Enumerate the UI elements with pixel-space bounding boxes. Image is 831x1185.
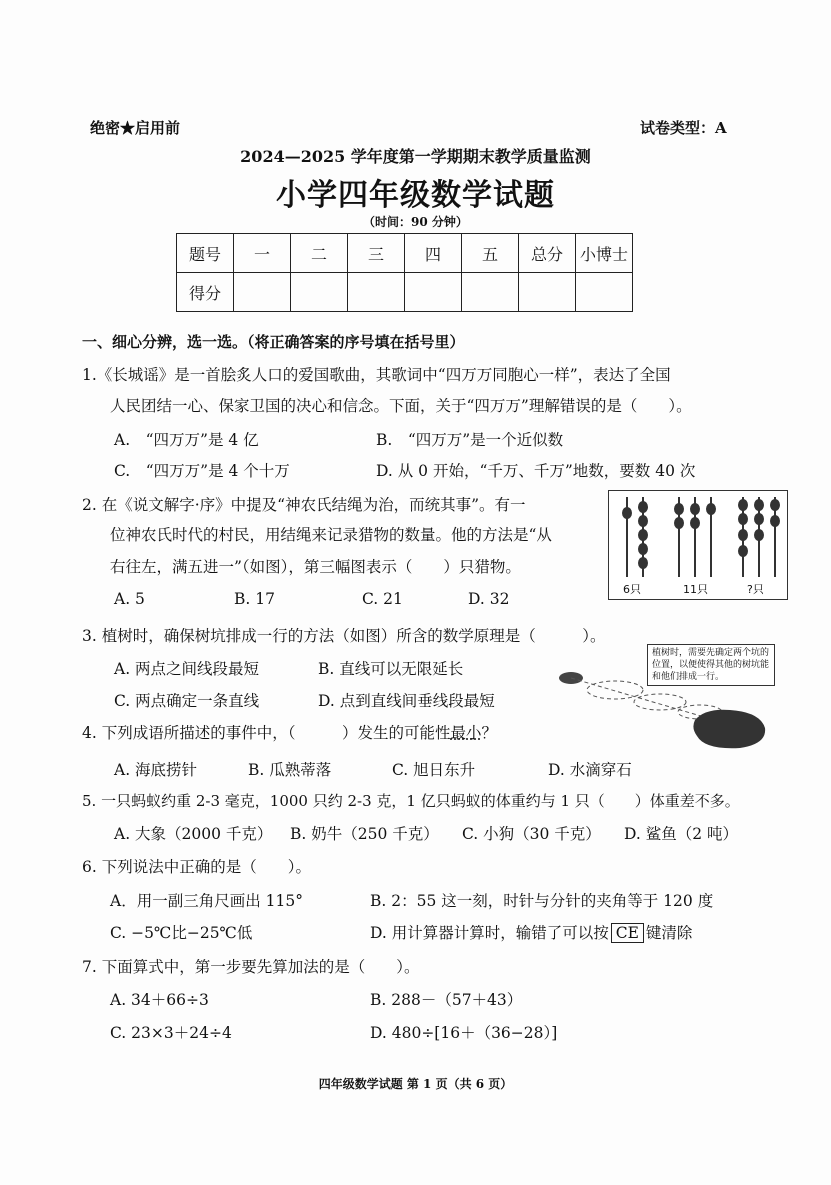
rope-label-3: ?只 — [747, 583, 764, 596]
q7-line1: 7. 下面算式中，第一步要先算加法的是（ ）。 — [82, 958, 420, 976]
score-table-score-row — [177, 273, 633, 312]
q6-option-d-post: 键清除 — [645, 924, 693, 942]
q1-line1: 1.《长城谣》是一首脍炙人口的爱国歌曲，其歌词中“四万万同胞心一样”，表达了全国 — [82, 366, 671, 384]
q4-line1-pre: 4. 下列成语所描述的事件中，（ ）发生的可能性 — [82, 724, 451, 742]
q3-option-d: D. 点到直线间垂线段最短 — [318, 692, 495, 710]
score-blank[interactable] — [348, 273, 405, 312]
q7-option-a: A. 34＋66÷3 — [110, 991, 209, 1009]
q6-option-d-pre: D. 用计算器计算时，输错了可以按 — [370, 924, 609, 942]
exam-title: 小学四年级数学试题 — [276, 178, 555, 213]
score-blank[interactable] — [519, 273, 576, 312]
q3-option-b: B. 直线可以无限延长 — [318, 660, 464, 678]
q6-option-d — [370, 921, 692, 943]
q7-option-c: C. 23×3＋24÷4 — [110, 1024, 232, 1042]
q4-option-b: B. 瓜熟蒂落 — [248, 761, 332, 779]
q4-option-d: D. 水滴穿石 — [548, 761, 632, 779]
q2-line3: 右往左，满五进一”（如图），第三幅图表示（ ）只猎物。 — [110, 558, 521, 576]
q2-line1: 2. 在《说文解字·序》中提及“神农氏结绳为治，而统其事”。有一 — [82, 496, 526, 514]
q6-option-c: C. −5℃比−25℃低 — [110, 924, 253, 942]
q5-option-c: C. 小狗（30 千克） — [462, 825, 601, 843]
q1-option-b: B. “四万万”是一个近似数 — [376, 431, 564, 449]
q3-line1: 3. 植树时，确保树坑排成一行的方法（如图）所含的数学原理是（ ）。 — [82, 627, 606, 645]
q2-option-c: C. 21 — [362, 590, 403, 608]
exam-time: （时间：90 分钟） — [363, 215, 468, 229]
rope-label-1: 6只 — [623, 583, 641, 596]
section-heading: 一、细心分辨，选一选。（将正确答案的序号填在括号里） — [82, 333, 465, 351]
tree-planting-figure — [555, 640, 780, 755]
exam-subtitle: 2024—2025 学年度第一学期期末教学质量监测 — [240, 147, 591, 166]
q1-line2: 人民团结一心、保家卫国的决心和信念。下面，关于“四万万”理解错误的是（ ）。 — [110, 397, 692, 415]
q2-option-a: A. 5 — [114, 590, 145, 608]
page-footer: 四年级数学试题 第 1 页（共 6 页） — [318, 1077, 513, 1091]
q2-option-b: B. 17 — [234, 590, 275, 608]
score-blank[interactable] — [234, 273, 291, 312]
score-table — [176, 233, 633, 312]
q6-option-a: A．用一副三角尺画出 115° — [110, 892, 303, 910]
q1-option-d: D. 从 0 开始，“千万、千万”地数，要数 40 次 — [376, 462, 696, 480]
score-blank[interactable] — [405, 273, 462, 312]
rope-illustration — [609, 491, 787, 581]
q5-line1: 5. 一只蚂蚁约重 2-3 毫克，1000 只约 2-3 克，1 亿只蚂蚁的体重约与 1 只（ ）体重差不多。 — [82, 792, 740, 810]
q5-option-a: A. 大象（2000 千克） — [114, 825, 273, 843]
score-blank[interactable] — [462, 273, 519, 312]
q4-line1-post: ？ — [481, 724, 497, 742]
q6-line1: 6. 下列说法中正确的是（ ）。 — [82, 858, 311, 876]
score-row-label: 得分 — [177, 273, 234, 312]
q1-option-c: C. “四万万”是 4 个十万 — [114, 462, 290, 480]
q5-option-b: B. 奶牛（250 千克） — [290, 825, 439, 843]
score-blank[interactable] — [291, 273, 348, 312]
score-cell: 题号 — [177, 234, 234, 273]
q7-option-b: B. 288－（57＋43） — [370, 991, 523, 1009]
q7-option-d: D. 480÷[16＋（36−28）] — [370, 1024, 558, 1042]
q4-option-c: C. 旭日东升 — [392, 761, 476, 779]
q2-line2: 位神农氏时代的村民，用结绳来记录猎物的数量。他的方法是“从 — [110, 526, 552, 544]
score-cell: 一 — [234, 234, 291, 273]
score-blank[interactable] — [576, 273, 633, 312]
q3-option-a: A. 两点之间线段最短 — [114, 660, 260, 678]
knotted-rope-figure — [608, 490, 788, 600]
ce-key-box: CE — [611, 923, 644, 943]
paper-type-label: 试卷类型：A — [640, 119, 727, 137]
score-cell: 四 — [405, 234, 462, 273]
q2-option-d: D. 32 — [468, 590, 510, 608]
q1-option-a: A. “四万万”是 4 亿 — [114, 431, 259, 449]
q5-option-d: D. 鲨鱼（2 吨） — [624, 825, 739, 843]
score-cell: 小博士 — [576, 234, 633, 273]
score-cell: 五 — [462, 234, 519, 273]
q4-option-a: A. 海底捞针 — [114, 761, 198, 779]
q4-emphasis: 最小 — [450, 724, 482, 742]
score-cell: 三 — [348, 234, 405, 273]
confidential-label: 绝密★启用前 — [90, 119, 181, 137]
tree-note: 植树时，需要先确定两个坑的位置，以便使得其他的树坑能和他们排成一行。 — [647, 644, 775, 686]
rope-label-2: 11只 — [683, 583, 708, 596]
score-table-header-row — [177, 234, 633, 273]
q4-line1 — [82, 721, 497, 743]
score-cell: 总分 — [519, 234, 576, 273]
score-cell: 二 — [291, 234, 348, 273]
q6-option-b: B. 2：55 这一刻，时针与分针的夹角等于 120 度 — [370, 892, 714, 910]
q3-option-c: C. 两点确定一条直线 — [114, 692, 260, 710]
